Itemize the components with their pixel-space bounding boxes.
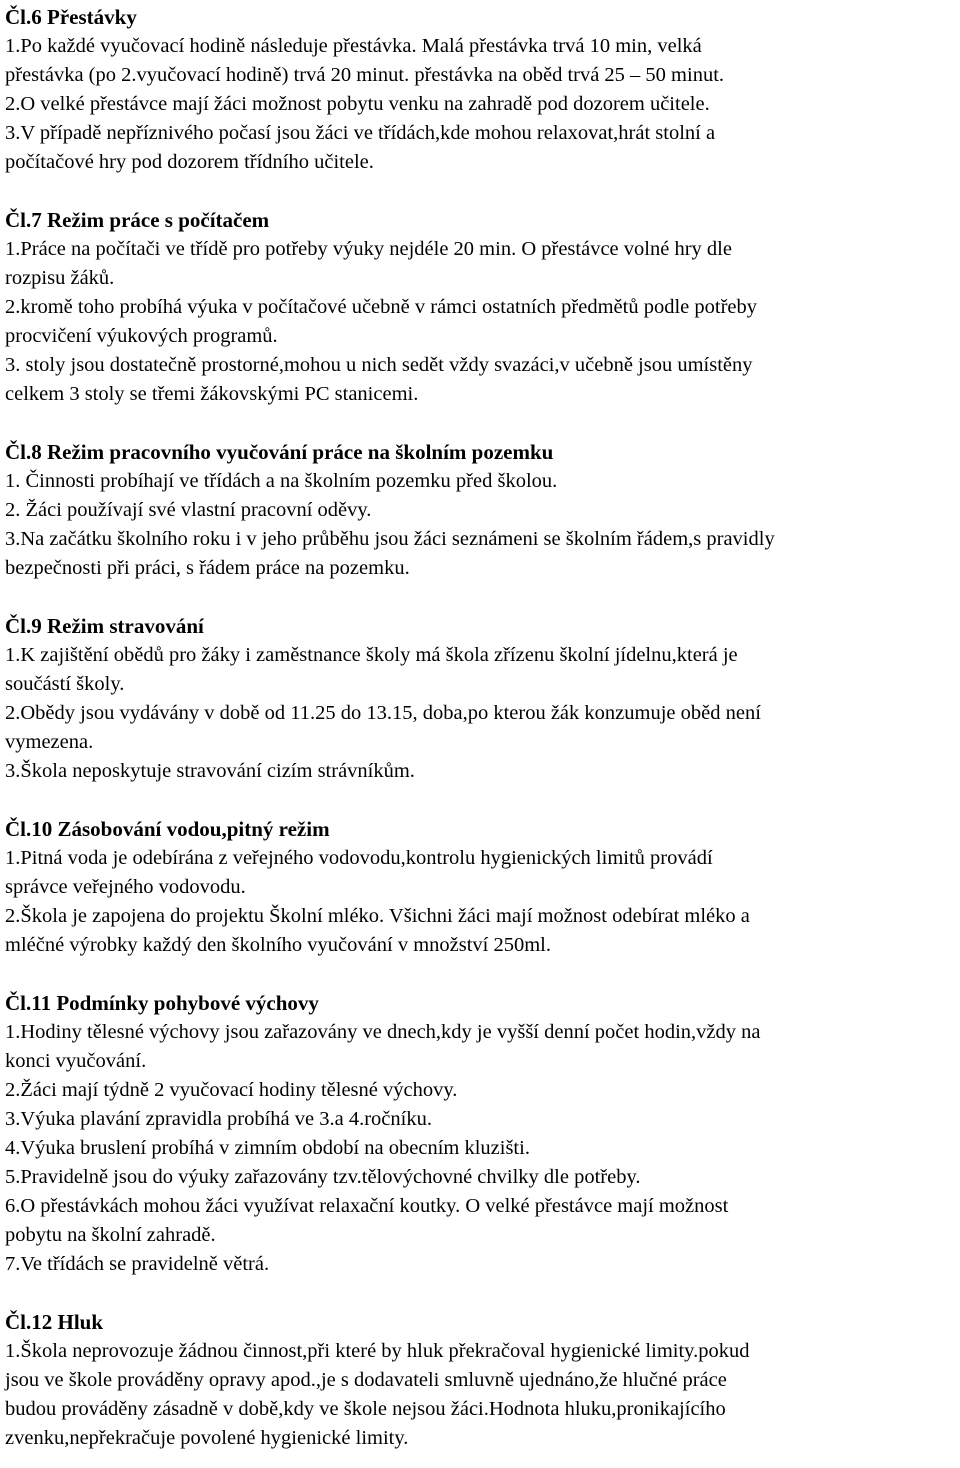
paragraph-line: 2.Škola je zapojena do projektu Školní mléko. Všichni žáci mají možnost odebírat mléko a — [5, 905, 750, 927]
paragraph-line: 1.Hodiny tělesné výchovy jsou zařazovány ve dnech,kdy je vyšší denní počet hodin,vždy na — [5, 1021, 761, 1043]
article-paragraph — [5, 1163, 955, 1192]
article-heading: Čl.10 Zásobování vodou,pitný režim — [5, 817, 330, 841]
article-paragraph — [5, 844, 955, 902]
article-section — [5, 612, 955, 786]
article-section — [5, 815, 955, 960]
paragraph-line: 3.V případě nepříznivého počasí jsou žáci ve třídách,kde mohou relaxovat,hrát stolní a — [5, 122, 716, 144]
article-paragraph — [5, 699, 955, 757]
article-section — [5, 989, 955, 1279]
article-paragraph — [5, 351, 955, 409]
paragraph-line: 2.O velké přestávce mají žáci možnost pobytu venku na zahradě pod dozorem učitele. — [5, 93, 710, 115]
paragraph-line: konci vyučování. — [5, 1050, 147, 1072]
paragraph-line: procvičení výukových programů. — [5, 325, 278, 347]
paragraph-line: 2.Žáci mají týdně 2 vyučovací hodiny tělesné výchovy. — [5, 1079, 458, 1101]
article-section — [5, 1308, 955, 1453]
paragraph-line: počítačové hry pod dozorem třídního učitele. — [5, 151, 374, 173]
paragraph-line: přestávka (po 2.vyučovací hodině) trvá 20 minut. přestávka na oběd trvá 25 – 50 minut. — [5, 64, 725, 86]
paragraph-line: správce veřejného vodovodu. — [5, 876, 246, 898]
paragraph-line: 1.Po každé vyučovací hodině následuje přestávka. Malá přestávka trvá 10 min, velká — [5, 35, 702, 57]
article-section — [5, 3, 955, 177]
paragraph-line: 1.K zajištění obědů pro žáky i zaměstnance školy má škola zřízenu školní jídelnu,která je — [5, 644, 738, 666]
paragraph-line: 2. Žáci používají své vlastní pracovní oděvy. — [5, 499, 372, 521]
article-paragraph — [5, 1018, 955, 1076]
paragraph-line: 3. stoly jsou dostatečně prostorné,mohou u nich sedět vždy svazáci,v učebně jsou umístěny — [5, 354, 753, 376]
paragraph-line: 2.Obědy jsou vydávány v době od 11.25 do 13.15, doba,po kterou žák konzumuje oběd není — [5, 702, 761, 724]
article-paragraph — [5, 757, 955, 786]
paragraph-line: rozpisu žáků. — [5, 267, 115, 289]
article-paragraph — [5, 235, 955, 293]
paragraph-line: součástí školy. — [5, 673, 125, 695]
article-heading: Čl.9 Režim stravování — [5, 614, 204, 638]
article-section — [5, 206, 955, 409]
article-paragraph — [5, 496, 955, 525]
article-heading: Čl.11 Podmínky pohybové výchovy — [5, 991, 319, 1015]
paragraph-line: 3.Na začátku školního roku i v jeho průběhu jsou žáci seznámeni se školním řádem,s pravidly — [5, 528, 775, 550]
article-paragraph — [5, 119, 955, 177]
article-paragraph — [5, 467, 955, 496]
article-paragraph — [5, 1076, 955, 1105]
paragraph-line: jsou ve škole prováděny opravy apod.,je s dodavateli smluvně ujednáno,že hlučné práce — [5, 1369, 727, 1391]
paragraph-line: 1. Činnosti probíhají ve třídách a na školním pozemku před školou. — [5, 470, 558, 492]
article-paragraph — [5, 902, 955, 960]
article-paragraph — [5, 1192, 955, 1250]
article-paragraph — [5, 1105, 955, 1134]
article-paragraph — [5, 293, 955, 351]
paragraph-line: mléčné výrobky každý den školního vyučování v množství 250ml. — [5, 934, 552, 956]
paragraph-line: 1.Škola neprovozuje žádnou činnost,při které by hluk překračoval hygienické limity.pokud — [5, 1340, 750, 1362]
paragraph-line: pobytu na školní zahradě. — [5, 1224, 216, 1246]
article-paragraph — [5, 1250, 955, 1279]
article-section — [5, 438, 955, 583]
paragraph-line: 7.Ve třídách se pravidelně větrá. — [5, 1253, 270, 1275]
article-heading: Čl.6 Přestávky — [5, 5, 137, 29]
paragraph-line: 1.Pitná voda je odebírána z veřejného vodovodu,kontrolu hygienických limitů provádí — [5, 847, 713, 869]
paragraph-line: 5.Pravidelně jsou do výuky zařazovány tzv.tělovýchovné chvilky dle potřeby. — [5, 1166, 641, 1188]
paragraph-line: zvenku,nepřekračuje povolené hygienické limity. — [5, 1427, 409, 1449]
paragraph-line: 2.kromě toho probíhá výuka v počítačové učebně v rámci ostatních předmětů podle potřeby — [5, 296, 758, 318]
paragraph-line: 3.Škola neposkytuje stravování cizím strávníkům. — [5, 760, 415, 782]
paragraph-line: 3.Výuka plavání zpravidla probíhá ve 3.a 4.ročníku. — [5, 1108, 432, 1130]
paragraph-line: budou prováděny zásadně v době,kdy ve škole nejsou žáci.Hodnota hluku,pronikajícího — [5, 1398, 726, 1420]
article-heading: Čl.8 Režim pracovního vyučování práce na školním pozemku — [5, 440, 554, 464]
paragraph-line: 1.Práce na počítači ve třídě pro potřeby výuky nejdéle 20 min. O přestávce volné hry dle — [5, 238, 732, 260]
article-paragraph — [5, 1337, 955, 1453]
paragraph-line: 6.O přestávkách mohou žáci využívat relaxační koutky. O velké přestávce mají možnost — [5, 1195, 729, 1217]
article-paragraph — [5, 90, 955, 119]
article-paragraph — [5, 32, 955, 90]
article-heading: Čl.12 Hluk — [5, 1310, 104, 1334]
article-paragraph — [5, 1134, 955, 1163]
paragraph-line: vymezena. — [5, 731, 94, 753]
article-paragraph — [5, 525, 955, 583]
article-paragraph — [5, 641, 955, 699]
article-heading: Čl.7 Režim práce s počítačem — [5, 208, 270, 232]
paragraph-line: bezpečnosti při práci, s řádem práce na pozemku. — [5, 557, 410, 579]
paragraph-line: celkem 3 stoly se třemi žákovskými PC stanicemi. — [5, 383, 419, 405]
paragraph-line: 4.Výuka bruslení probíhá v zimním období na obecním kluzišti. — [5, 1137, 530, 1159]
document-page — [5, 3, 955, 1453]
